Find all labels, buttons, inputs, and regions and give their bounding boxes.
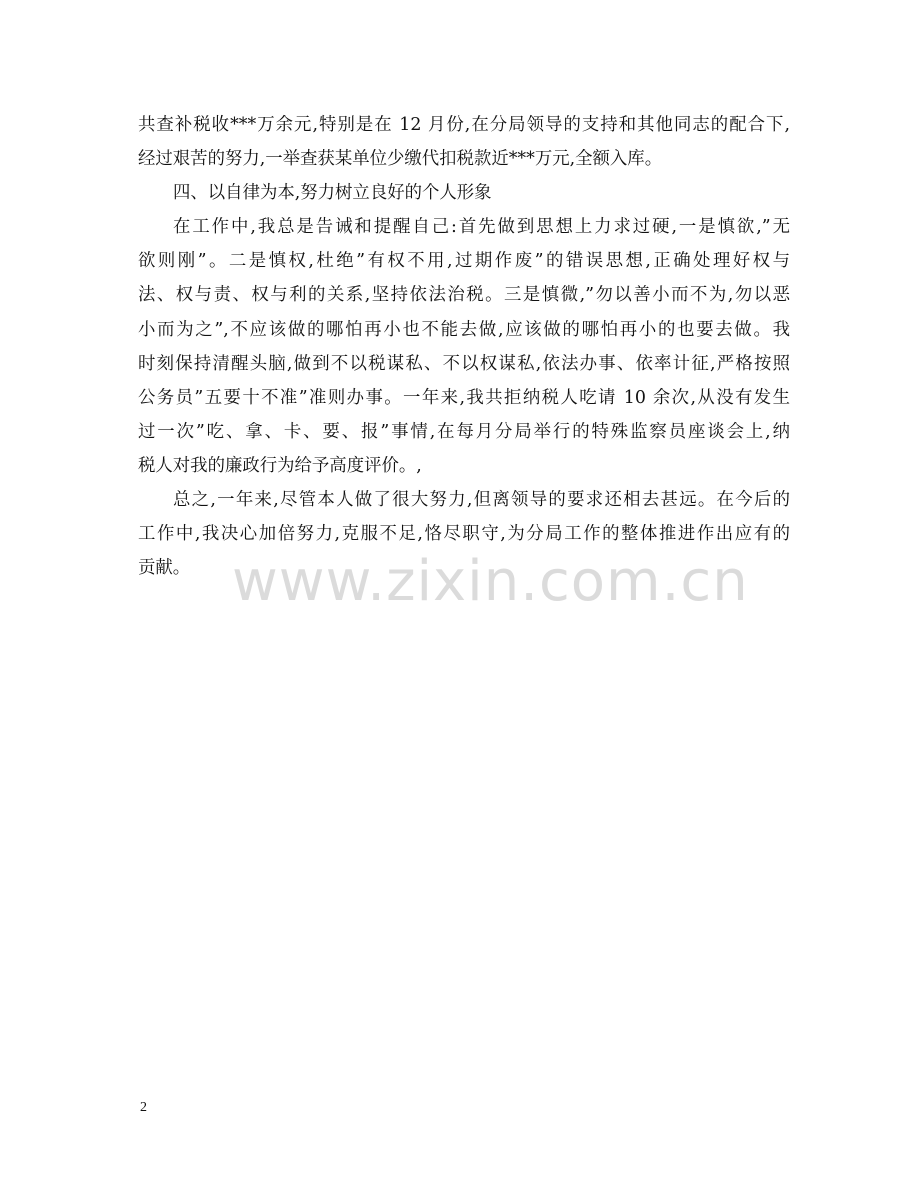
text-line: 总之,一年来,尽管本人做了很大努力,但离领导的要求还相去甚远。在今后的 [173,490,790,511]
text-line: 法、权与责、权与利的关系,坚持依法治税。三是慎微,”勿以善小而不为,勿以恶 [138,285,790,306]
text-line: 税人对我的廉政行为给予高度评价。, [138,455,422,476]
document-body [138,108,790,585]
text-line: 经过艰苦的努力,一举查获某单位少缴代扣税款近***万元,全额入库。 [138,149,663,170]
page-number: 2 [140,1100,147,1115]
watermark: www.zixin.com.cn [232,549,749,614]
text-line: 时刻保持清醒头脑,做到不以税谋私、不以权谋私,依法办事、依率计征,严格按照 [138,353,790,374]
text-line: 公务员”五要十不准”准则办事。一年来,我共拒纳税人吃请 10 余次,从没有发生 [138,387,790,408]
text-line: 小而为之”,不应该做的哪怕再小也不能去做,应该做的哪怕再小的也要去做。我 [138,319,790,340]
text-line: 欲则刚”。二是慎权,杜绝”有权不用,过期作废”的错误思想,正确处理好权与 [138,251,790,272]
text-line: 在工作中,我总是告诫和提醒自己:首先做到思想上力求过硬,一是慎欲,”无 [173,217,790,238]
text-line: 贡献。 [138,558,191,579]
section-heading: 四、以自律为本,努力树立良好的个人形象 [173,183,492,204]
text-line: 过一次”吃、拿、卡、要、报”事情,在每月分局举行的特殊监察员座谈会上,纳 [138,421,790,442]
text-line: 共查补税收***万余元,特别是在 12 月份,在分局领导的支持和其他同志的配合下, [138,115,790,135]
text-line: 工作中,我决心加倍努力,克服不足,恪尽职守,为分局工作的整体推进作出应有的 [138,524,790,545]
